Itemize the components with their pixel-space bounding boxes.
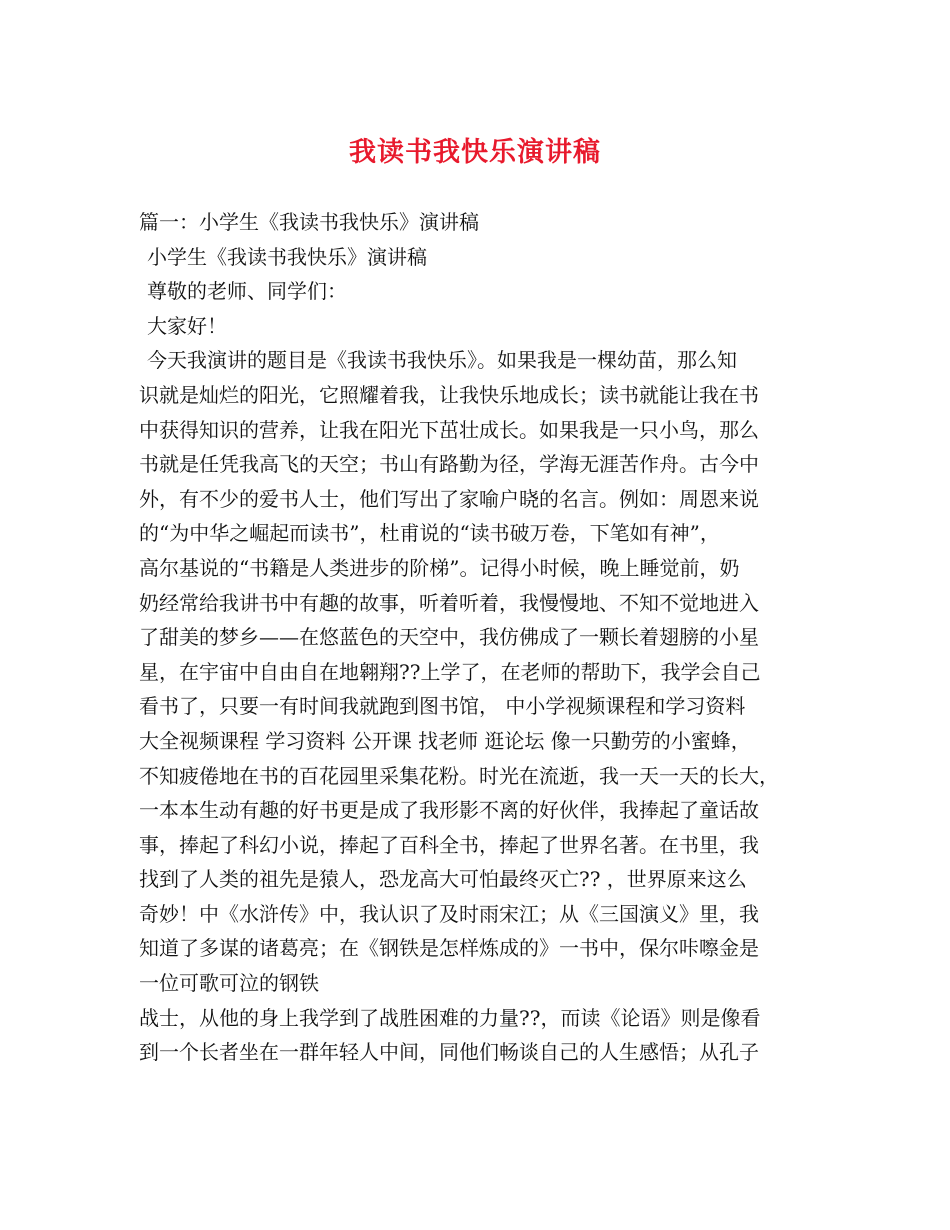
paragraph-line: 中获得知识的营养，让我在阳光下茁壮成长。如果我是一只小鸟，那么 [139, 417, 759, 442]
greeting: 尊敬的老师、同学们： [147, 279, 347, 304]
paragraph-line: 外，有不少的爱书人士，他们写出了家喻户晓的名言。例如：周恩来说 [139, 486, 759, 511]
document-title: 我读书我快乐演讲稿 [349, 137, 601, 168]
paragraph-line: 事，捧起了科幻小说，捧起了百科全书，捧起了世界名著。在书里，我 [139, 832, 759, 857]
paragraph-line: 找到了人类的祖先是猿人，恐龙高大可怕最终灭亡?? ，世界原来这么 [139, 867, 747, 892]
salutation: 大家好！ [147, 313, 227, 338]
paragraph-line: 战士，从他的身上我学到了战胜困难的力量??，而读《论语》则是像看 [139, 1005, 761, 1030]
paragraph-line: 的“为中华之崛起而读书”，杜甫说的“读书破万卷，下笔如有神”， [139, 521, 720, 546]
paragraph-line: 奶经常给我讲书中有趣的故事，听着听着，我慢慢地、不知不觉地进入 [139, 590, 759, 615]
paragraph-line: 识就是灿烂的阳光，它照耀着我，让我快乐地成长；读书就能让我在书 [139, 382, 759, 407]
paragraph-line: 大全视频课程 学习资料 公开课 找老师 逛论坛 像一只勤劳的小蜜蜂， [139, 728, 751, 753]
paragraph-line: 书就是任凭我高飞的天空；书山有路勤为径，学海无涯苦作舟。古今中 [139, 452, 759, 477]
paragraph-line: 奇妙！中《水浒传》中，我认识了及时雨宋江；从《三国演义》里，我 [139, 901, 759, 926]
paragraph-line: 看书了，只要一有时间我就跑到图书馆， 中小学视频课程和学习资料 [139, 694, 746, 719]
paragraph-line: 一位可歌可泣的钢铁 [139, 971, 319, 996]
section-heading: 篇一：小学生《我读书我快乐》演讲稿 [139, 210, 479, 234]
document-body [139, 205, 829, 1070]
paragraph-line: 一本本生动有趣的好书更是成了我形影不离的好伙伴，我捧起了童话故 [139, 798, 759, 823]
paragraph-line: 了甜美的梦乡——在悠蓝色的天空中，我仿佛成了一颗长着翅膀的小星 [139, 625, 759, 650]
paragraph-line: 不知疲倦地在书的百花园里采集花粉。时光在流逝，我一天一天的长大， [139, 763, 779, 788]
paragraph-line: 知道了多谋的诸葛亮；在《钢铁是怎样炼成的》一书中，保尔咔嚓金是 [139, 936, 759, 961]
paragraph-line: 星，在宇宙中自由自在地翱翔??上学了，在老师的帮助下，我学会自己 [139, 659, 761, 684]
subtitle: 小学生《我读书我快乐》演讲稿 [147, 244, 427, 269]
paragraph-line: 高尔基说的“书籍是人类进步的阶梯”。记得小时候，晚上睡觉前，奶 [139, 555, 740, 580]
paragraph-line: 到一个长者坐在一群年轻人中间，同他们畅谈自己的人生感悟；从孔子 [139, 1040, 759, 1065]
paragraph-line: 今天我演讲的题目是《我读书我快乐》。如果我是一棵幼苗，那么知 [147, 348, 737, 373]
speech-paragraph [139, 343, 829, 1069]
